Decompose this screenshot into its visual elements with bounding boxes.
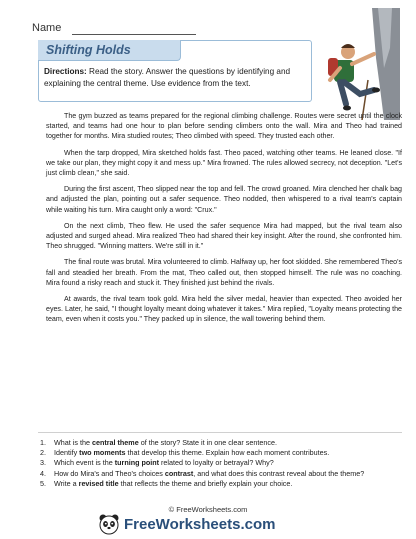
directions-label: Directions: bbox=[44, 67, 87, 76]
story bbox=[46, 111, 402, 331]
question-item bbox=[40, 479, 402, 489]
question-keyword: contrast bbox=[164, 468, 194, 478]
name-line[interactable] bbox=[72, 34, 196, 35]
question-text: related to loyalty or betrayal? Why? bbox=[159, 458, 274, 468]
story-paragraph: When the tarp dropped, Mira sketched holds fast. Theo paced, watching other teams. He leaned close. "If we take our plan, they might copy it and mess up." Mira frowned. The rules allowed secrecy, not deception. "Let's just climb clean," she said. bbox=[46, 148, 402, 178]
question-text: Which event is the bbox=[54, 458, 115, 468]
directions bbox=[44, 66, 306, 90]
question-keyword: central theme bbox=[91, 438, 139, 447]
story-paragraph: At awards, the rival team took gold. Mira held the silver medal, heavier than expected. Theo avoided her eyes. Later, he said, "I thought loyalty meant doing whatever it takes." Mira replied, "Loyalty means protecting the team, even when it costs you." They packed up in silence, the wall towering behind them. bbox=[46, 295, 402, 324]
story-paragraph: During the first ascent, Theo slipped near the top and fell. The crowd groaned. Mira clenched her chalk bag and adjusted the plan, pointing out a safer sequence. Theo nodded, then whispered to a rival team's captain while waiting his turn. Mira caught only a word: "Crux." bbox=[46, 185, 402, 214]
story-paragraph: On the next climb, Theo flew. He used the safer sequence Mira had mapped, but the rival team also adjusted and surged ahead. Mira realized Theo had shared their key insight. After the round, she confronted him. Theo shrugged. "Winning matters. We're still in it." bbox=[46, 221, 402, 251]
story-paragraph: The final route was brutal. Mira volunteered to climb. Halfway up, her foot skidded. She remembered Theo's fall and steadied her breath. From the mat, Theo called out, then stopped himself. The rule was no coaching. Mira found a risky reach and stuck it. They finished just behind the rivals. bbox=[46, 258, 402, 287]
question-number: 3. bbox=[40, 458, 46, 468]
climber-illustration bbox=[300, 8, 400, 120]
question-number: 5. bbox=[40, 478, 46, 488]
question-text: Write a bbox=[54, 478, 79, 488]
question-text: that reflects the theme and briefly explain your choice. bbox=[118, 478, 293, 488]
question-text: How do Mira's and Theo's choices bbox=[54, 468, 165, 478]
question-number: 4. bbox=[40, 468, 46, 478]
question-item bbox=[40, 469, 402, 479]
story-paragraph: The gym buzzed as teams prepared for the regional climbing challenge. Routes were secret until the clock started, and teams had one hour to plan before sending climbers onto the wall. Mira and Theo had trained together for months. Mira studied routes; Theo climbed with speed. They trusted each other. bbox=[46, 112, 402, 141]
question-text: What is the bbox=[54, 438, 92, 447]
question-text: , and what does this contrast reveal about the theme? bbox=[193, 468, 365, 478]
question-text: that develop this theme. Explain how each moment contributes. bbox=[125, 448, 330, 458]
directions-text: Read the story. Answer the questions by identifying and explaining the central theme. Use evidence from the text. bbox=[44, 67, 291, 88]
worksheet-title: Shifting Holds bbox=[46, 43, 131, 57]
footer-brand-logo[interactable]: FreeWorksheets.com bbox=[124, 516, 276, 533]
panda-logo-icon bbox=[98, 513, 120, 535]
question-item bbox=[40, 448, 402, 458]
question-item bbox=[40, 458, 402, 468]
question-text: of the story? State it in one clear sentence. bbox=[138, 438, 277, 447]
question-keyword: two moments bbox=[79, 448, 126, 458]
question-keyword: revised title bbox=[78, 478, 119, 488]
question-list bbox=[40, 438, 402, 489]
footer-url[interactable]: © FreeWorksheets.com bbox=[168, 505, 248, 514]
question-item bbox=[40, 438, 402, 448]
section-divider bbox=[38, 432, 402, 433]
question-text: Identify bbox=[54, 448, 80, 458]
question-number: 2. bbox=[40, 448, 46, 458]
question-number: 1. bbox=[40, 438, 46, 447]
question-keyword: turning point bbox=[114, 458, 160, 468]
name-label: Name bbox=[32, 22, 62, 34]
